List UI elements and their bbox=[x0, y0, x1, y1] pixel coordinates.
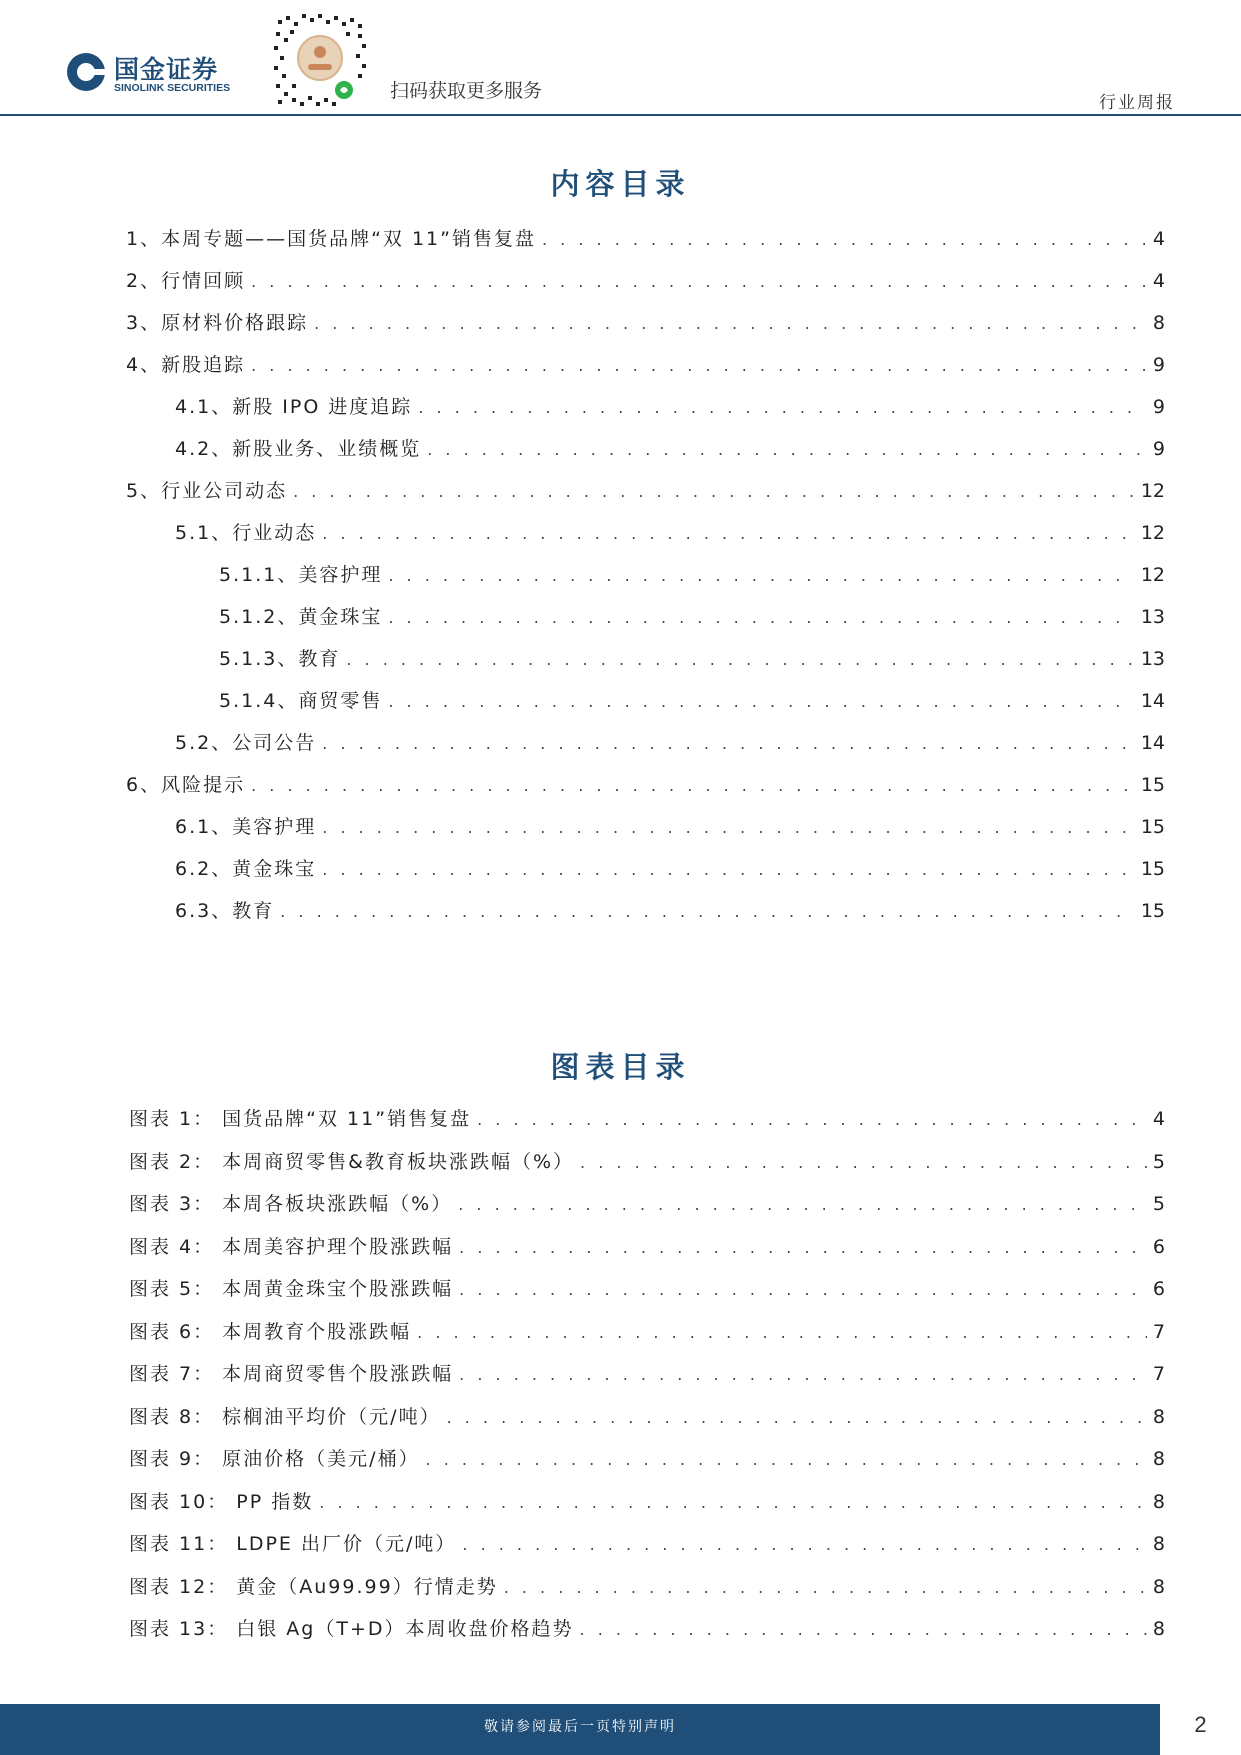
toc-entry-label: 6、风险提示 bbox=[126, 774, 246, 796]
toc-entry-page: 8 bbox=[1152, 312, 1165, 334]
toc-entry[interactable] bbox=[175, 728, 1165, 758]
qr-caption: 扫码获取更多服务 bbox=[390, 80, 543, 102]
page-header bbox=[0, 0, 1241, 118]
toc-entry-page: 14 bbox=[1140, 732, 1165, 754]
figure-entry[interactable] bbox=[129, 1529, 1165, 1559]
toc-entry[interactable] bbox=[126, 266, 1165, 296]
toc-entry[interactable] bbox=[126, 350, 1165, 380]
figure-entry-page: 5 bbox=[1152, 1150, 1165, 1173]
toc-entry-page: 13 bbox=[1140, 606, 1165, 628]
toc-entry-page: 12 bbox=[1140, 522, 1165, 544]
dot-leader bbox=[388, 692, 1134, 711]
header-divider bbox=[0, 114, 1241, 116]
toc-entry-label: 5.1、行业动态 bbox=[175, 522, 317, 544]
dot-leader bbox=[459, 1238, 1147, 1257]
figure-entry[interactable] bbox=[129, 1614, 1165, 1644]
toc-title: 内容目录 bbox=[550, 167, 691, 201]
sinolink-logo-icon bbox=[66, 52, 106, 92]
figure-entry-label: 图表 2： 本周商贸零售&教育板块涨跌幅（%） bbox=[129, 1150, 575, 1173]
figure-entry[interactable] bbox=[129, 1487, 1165, 1517]
dot-leader bbox=[427, 440, 1147, 459]
figure-entry[interactable] bbox=[129, 1104, 1165, 1134]
dot-leader bbox=[426, 1450, 1147, 1469]
dot-leader bbox=[319, 1493, 1147, 1512]
toc-entry-label: 6.2、黄金珠宝 bbox=[175, 858, 317, 880]
toc-entry[interactable] bbox=[126, 476, 1165, 506]
toc-entry-label: 5.1.3、教育 bbox=[219, 648, 341, 670]
toc-entry[interactable] bbox=[175, 896, 1165, 926]
dot-leader bbox=[542, 230, 1147, 249]
toc-entry-page: 9 bbox=[1152, 396, 1165, 418]
figure-entry[interactable] bbox=[129, 1402, 1165, 1432]
figure-entry[interactable] bbox=[129, 1147, 1165, 1177]
dot-leader bbox=[417, 1323, 1147, 1342]
figure-entry-page: 8 bbox=[1152, 1533, 1165, 1555]
toc-entry-page: 13 bbox=[1140, 648, 1165, 670]
page-number: 2 bbox=[1194, 1712, 1207, 1737]
dot-leader bbox=[251, 272, 1147, 291]
toc-entry-label: 2、行情回顾 bbox=[126, 270, 246, 292]
dot-leader bbox=[251, 776, 1135, 795]
figure-entry-label: 图表 10： PP 指数 bbox=[129, 1490, 314, 1513]
figure-entry-page: 8 bbox=[1152, 1448, 1165, 1470]
figure-entry-page: 5 bbox=[1152, 1193, 1165, 1215]
company-logo bbox=[66, 48, 256, 100]
figure-entry-label: 图表 3： 本周各板块涨跌幅（%） bbox=[129, 1193, 453, 1215]
toc-entry[interactable] bbox=[175, 518, 1165, 548]
figure-entry[interactable] bbox=[129, 1232, 1165, 1262]
toc-entry-label: 5.2、公司公告 bbox=[175, 732, 317, 754]
dot-leader bbox=[580, 1620, 1147, 1639]
logo-english-name: SINOLINK SECURITIES bbox=[114, 82, 231, 94]
dot-leader bbox=[322, 818, 1135, 837]
figure-list-title: 图表目录 bbox=[550, 1050, 691, 1084]
figure-entry-page: 8 bbox=[1152, 1405, 1165, 1428]
toc-entry-label: 6.1、美容护理 bbox=[175, 816, 317, 838]
figure-entry-label: 图表 1： 国货品牌“双 11”销售复盘 bbox=[129, 1108, 472, 1130]
figure-entry-page: 7 bbox=[1152, 1320, 1165, 1343]
figure-entry-label: 图表 11： LDPE 出厂价（元/吨） bbox=[129, 1533, 457, 1555]
figure-entry[interactable] bbox=[129, 1274, 1165, 1304]
figure-entry-label: 图表 5： 本周黄金珠宝个股涨跌幅 bbox=[129, 1278, 454, 1300]
toc-entry-label: 5.1.1、美容护理 bbox=[219, 564, 383, 586]
toc-entry-page: 12 bbox=[1140, 480, 1165, 502]
figure-entry-page: 4 bbox=[1152, 1108, 1165, 1130]
toc-entry-label: 6.3、教育 bbox=[175, 900, 275, 922]
dot-leader bbox=[388, 608, 1134, 627]
dot-leader bbox=[477, 1110, 1147, 1129]
dot-leader bbox=[322, 860, 1135, 879]
toc-entry-label: 4、新股追踪 bbox=[126, 354, 246, 376]
toc-entry[interactable] bbox=[126, 770, 1165, 800]
toc-entry-page: 15 bbox=[1140, 774, 1165, 796]
toc-entry-label: 4.2、新股业务、业绩概览 bbox=[175, 438, 422, 460]
dot-leader bbox=[458, 1195, 1147, 1214]
toc-entry[interactable] bbox=[175, 392, 1165, 422]
figure-entry[interactable] bbox=[129, 1189, 1165, 1219]
dot-leader bbox=[462, 1535, 1147, 1554]
figure-entry-page: 6 bbox=[1152, 1235, 1165, 1258]
toc-entry-page: 15 bbox=[1140, 858, 1165, 880]
dot-leader bbox=[459, 1280, 1147, 1299]
figure-entry-label: 图表 8： 棕榈油平均价（元/吨） bbox=[129, 1405, 441, 1428]
figure-entry-label: 图表 12： 黄金（Au99.99）行情走势 bbox=[129, 1575, 498, 1598]
toc-entry-page: 12 bbox=[1140, 564, 1165, 586]
dot-leader bbox=[346, 650, 1134, 669]
toc-entry[interactable] bbox=[219, 644, 1165, 674]
qr-code-icon[interactable] bbox=[272, 12, 368, 108]
toc-entry-label: 3、原材料价格跟踪 bbox=[126, 312, 309, 334]
figure-entry-page: 8 bbox=[1152, 1618, 1165, 1640]
dot-leader bbox=[280, 902, 1135, 921]
toc-entry[interactable] bbox=[175, 434, 1165, 464]
toc-entry-label: 4.1、新股 IPO 进度追踪 bbox=[175, 396, 413, 418]
toc-entry-label: 5、行业公司动态 bbox=[126, 480, 288, 502]
toc-entry-page: 4 bbox=[1152, 228, 1165, 250]
toc-entry-label: 1、本周专题——国货品牌“双 11”销售复盘 bbox=[126, 228, 536, 250]
dot-leader bbox=[388, 566, 1134, 585]
dot-leader bbox=[459, 1365, 1147, 1384]
dot-leader bbox=[322, 524, 1135, 543]
toc-entry-page: 9 bbox=[1152, 438, 1165, 460]
figure-entry[interactable] bbox=[129, 1572, 1165, 1602]
figure-entry-page: 7 bbox=[1152, 1363, 1165, 1385]
figure-entry[interactable] bbox=[129, 1317, 1165, 1347]
toc-entry[interactable] bbox=[126, 308, 1165, 338]
toc-entry-page: 15 bbox=[1140, 900, 1165, 922]
figure-entry-page: 8 bbox=[1152, 1490, 1165, 1513]
toc-entry[interactable] bbox=[175, 854, 1165, 884]
toc-entry-page: 9 bbox=[1152, 354, 1165, 376]
toc-entry[interactable] bbox=[126, 224, 1165, 254]
dot-leader bbox=[447, 1408, 1147, 1427]
toc-entry-page: 15 bbox=[1140, 816, 1165, 838]
dot-leader bbox=[580, 1153, 1147, 1172]
figure-entry-label: 图表 9： 原油价格（美元/桶） bbox=[129, 1448, 420, 1470]
toc-entry[interactable] bbox=[219, 602, 1165, 632]
toc-entry-page: 4 bbox=[1152, 270, 1165, 292]
figure-entry-label: 图表 13： 白银 Ag（T+D）本周收盘价格趋势 bbox=[129, 1618, 574, 1640]
dot-leader bbox=[251, 356, 1147, 375]
toc-entry-label: 5.1.4、商贸零售 bbox=[219, 690, 383, 712]
figure-entry[interactable] bbox=[129, 1444, 1165, 1474]
toc-entry-label: 5.1.2、黄金珠宝 bbox=[219, 606, 383, 628]
toc-entry[interactable] bbox=[175, 812, 1165, 842]
dot-leader bbox=[314, 314, 1147, 333]
toc-entry[interactable] bbox=[219, 686, 1165, 716]
logo-chinese-name: 国金证券 bbox=[114, 55, 219, 84]
dot-leader bbox=[418, 398, 1147, 417]
dot-leader bbox=[504, 1578, 1147, 1597]
figure-entry-label: 图表 6： 本周教育个股涨跌幅 bbox=[129, 1320, 412, 1343]
report-type-label: 行业周报 bbox=[1099, 93, 1175, 113]
footer-disclaimer: 敬请参阅最后一页特别声明 bbox=[484, 1719, 676, 1735]
toc-entry[interactable] bbox=[219, 560, 1165, 590]
figure-entry-label: 图表 4： 本周美容护理个股涨跌幅 bbox=[129, 1235, 454, 1258]
figure-entry-page: 8 bbox=[1152, 1575, 1165, 1598]
dot-leader bbox=[293, 482, 1135, 501]
figure-entry[interactable] bbox=[129, 1359, 1165, 1389]
toc-entry-page: 14 bbox=[1140, 690, 1165, 712]
figure-entry-label: 图表 7： 本周商贸零售个股涨跌幅 bbox=[129, 1363, 454, 1385]
figure-entry-page: 6 bbox=[1152, 1278, 1165, 1300]
dot-leader bbox=[322, 734, 1135, 753]
